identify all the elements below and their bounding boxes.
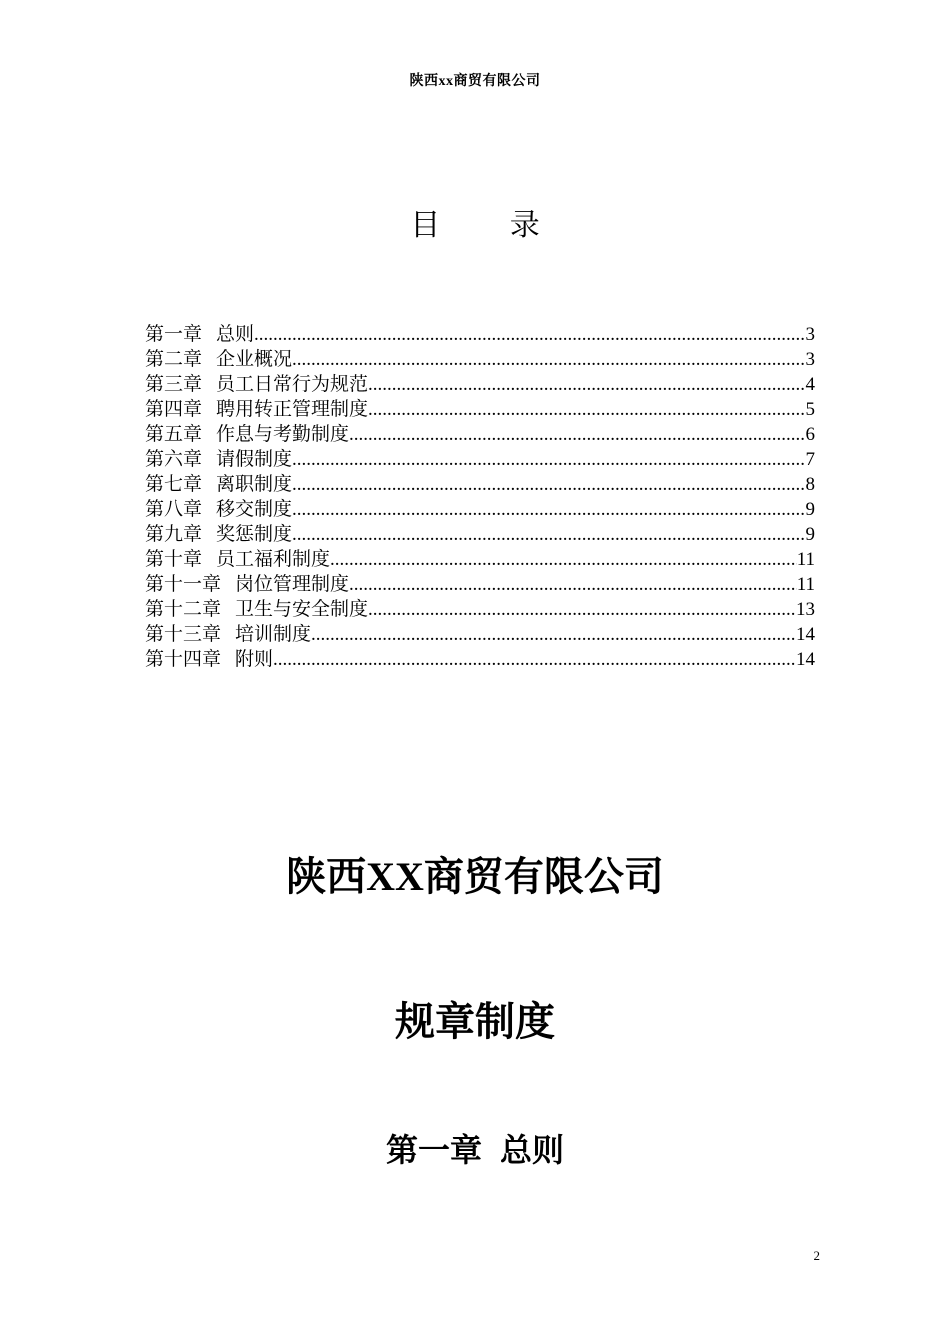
toc-entry[interactable]	[145, 597, 815, 622]
toc-page-number: 3	[805, 324, 815, 345]
toc-entry[interactable]	[145, 572, 815, 597]
toc-entry[interactable]	[145, 647, 815, 672]
toc-page-number: 9	[805, 499, 815, 520]
toc-chapter-title: 岗位管理制度	[235, 574, 350, 595]
toc-entry[interactable]	[145, 472, 815, 497]
company-title: 陕西XX商贸有限公司	[286, 854, 664, 899]
toc-chapter-title: 总则	[216, 324, 255, 345]
toc-chapter-title: 卫生与安全制度	[235, 599, 369, 620]
toc-chapter-number: 第六章	[145, 449, 203, 470]
table-of-contents	[145, 322, 815, 672]
toc-page-number: 13	[796, 599, 815, 620]
page-number: 2	[813, 1248, 820, 1263]
toc-dot-leader	[368, 397, 805, 422]
toc-chapter-number: 第十二章	[145, 599, 222, 620]
toc-dot-leader	[273, 647, 796, 672]
toc-chapter-title: 附则	[235, 649, 274, 670]
toc-page-number: 6	[805, 424, 815, 445]
toc-dot-leader	[292, 497, 805, 522]
toc-dot-leader	[292, 347, 805, 372]
toc-chapter-number: 第三章	[145, 374, 203, 395]
chapter-number: 第一章	[385, 1132, 482, 1168]
toc-dot-leader	[330, 547, 797, 572]
toc-chapter-number: 第五章	[145, 424, 203, 445]
toc-chapter-number: 第四章	[145, 399, 203, 420]
toc-entry[interactable]	[145, 397, 815, 422]
toc-chapter-number: 第二章	[145, 349, 203, 370]
toc-chapter-number: 第一章	[145, 324, 203, 345]
toc-dot-leader	[368, 597, 796, 622]
toc-entry[interactable]	[145, 347, 815, 372]
toc-page-number: 11	[796, 549, 815, 570]
toc-chapter-title: 离职制度	[216, 474, 293, 495]
toc-dot-leader	[349, 572, 797, 597]
toc-chapter-number: 第十三章	[145, 624, 222, 645]
toc-entry[interactable]	[145, 547, 815, 572]
running-header: 陕西xx商贸有限公司	[409, 74, 541, 89]
toc-chapter-number: 第八章	[145, 499, 203, 520]
toc-chapter-title: 员工福利制度	[216, 549, 331, 570]
toc-entry[interactable]	[145, 422, 815, 447]
toc-chapter-number: 第九章	[145, 524, 203, 545]
toc-entry[interactable]	[145, 322, 815, 347]
toc-heading: 目 录	[410, 208, 570, 243]
toc-dot-leader	[254, 322, 805, 347]
toc-chapter-title: 请假制度	[216, 449, 293, 470]
toc-entry[interactable]	[145, 522, 815, 547]
toc-page-number: 7	[805, 449, 815, 470]
toc-chapter-number: 第十章	[145, 549, 203, 570]
toc-chapter-title: 聘用转正管理制度	[216, 399, 369, 420]
toc-page-number: 5	[805, 399, 815, 420]
toc-page-number: 8	[805, 474, 815, 495]
toc-entry[interactable]	[145, 372, 815, 397]
toc-dot-leader	[311, 622, 796, 647]
toc-dot-leader	[349, 422, 805, 447]
toc-page-number: 4	[805, 374, 815, 395]
toc-page-number: 9	[805, 524, 815, 545]
toc-chapter-number: 第七章	[145, 474, 203, 495]
toc-entry[interactable]	[145, 447, 815, 472]
document-title: 规章制度	[395, 999, 555, 1044]
toc-dot-leader	[292, 472, 805, 497]
toc-chapter-title: 奖惩制度	[216, 524, 293, 545]
toc-chapter-title: 企业概况	[216, 349, 293, 370]
toc-chapter-number: 第十一章	[145, 574, 222, 595]
toc-dot-leader	[292, 522, 805, 547]
toc-chapter-title: 员工日常行为规范	[216, 374, 369, 395]
toc-page-number: 14	[796, 649, 815, 670]
toc-page-number: 3	[805, 349, 815, 370]
toc-page-number: 14	[796, 624, 815, 645]
toc-entry[interactable]	[145, 622, 815, 647]
toc-chapter-title: 移交制度	[216, 499, 293, 520]
toc-chapter-title: 作息与考勤制度	[216, 424, 350, 445]
toc-chapter-number: 第十四章	[145, 649, 222, 670]
chapter-heading	[0, 1125, 950, 1171]
toc-page-number: 11	[796, 574, 815, 595]
chapter-title: 总则	[500, 1132, 565, 1168]
toc-dot-leader	[368, 372, 805, 397]
toc-chapter-title: 培训制度	[235, 624, 312, 645]
toc-dot-leader	[292, 447, 805, 472]
toc-entry[interactable]	[145, 497, 815, 522]
